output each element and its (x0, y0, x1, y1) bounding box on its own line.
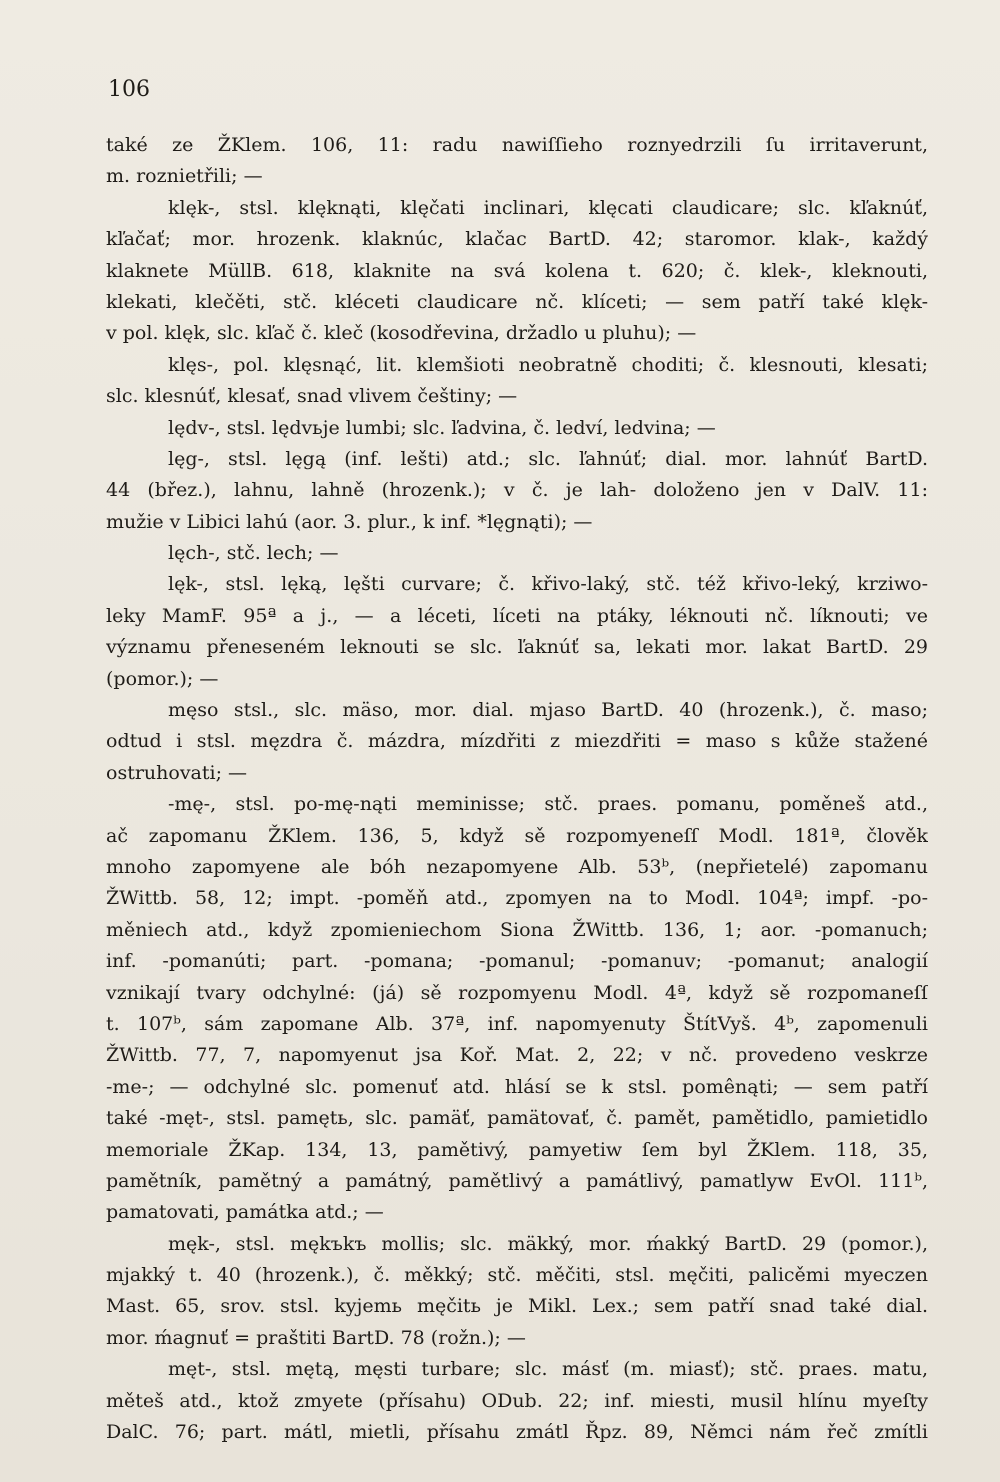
text-line: pamětník, pamětný a památný, pamětlivý a památlivý, pamatlyw EvOl. 111ᵇ, (106, 1169, 928, 1192)
text-line: mnoho zapomyene ale bóh nezapomyene Alb. 53ᵇ, (nepřietelé) zapomanu (106, 855, 928, 878)
text-line: vznikají tvary odchylné: (já) sě rozpomyenu Modl. 4ª, když sě rozpomaneſſ (106, 981, 928, 1004)
text-line: inf. -pomanúti; part. -pomana; -pomanul; -pomanuv; -pomanut; analogií (106, 950, 928, 973)
body-text (106, 130, 928, 1448)
text-line: kľačať; mor. hrozenk. klaknúc, klačac BartD. 42; staromor. klak-, každý (106, 228, 928, 251)
text-line: pamatovati, památka atd.; — (106, 1201, 384, 1224)
text-line: memoriale ŽKap. 134, 13, pamětivý, pamyetiw ſem byl ŽKlem. 118, 35, (106, 1138, 928, 1161)
text-line: také -męt-, stsl. pamętь, slc. pamäť, pamätovať, č. pamět, pamětidlo, pamietidlo (106, 1107, 928, 1130)
text-line: 44 (břez.), lahnu, lahně (hrozenk.); v č. je lah- doloženo jen v DalV. 11: (106, 479, 928, 502)
page-number: 106 (108, 77, 150, 102)
text-line: klekati, klečěti, stč. kléceti claudicare nč. klíceti; — sem patří také klęk- (106, 290, 928, 313)
text-line: klaknete MüllB. 618, klaknite na svá kolena t. 620; č. klek-, kleknouti, (106, 259, 928, 282)
text-line: slc. klesnúť, klesať, snad vlivem češtiny; — (106, 385, 518, 408)
text-line: lędv-, stsl. lędvьje lumbi; slc. ľadvina, č. ledví, ledvina; — (168, 416, 716, 439)
text-line: lęg-, stsl. lęgą (inf. lešti) atd.; slc. ľahnúť; dial. mor. lahnúť BartD. (168, 447, 928, 470)
text-line: klęk-, stsl. klęknąti, klęčati inclinari, klęcati claudicare; slc. kľaknúť, (168, 196, 928, 219)
text-line: ŽWittb. 77, 7, napomyenut jsa Koř. Mat. 2, 22; v nč. provedeno veskrze (106, 1044, 928, 1067)
text-line: męso stsl., slc. mäso, mor. dial. mjaso BartD. 40 (hrozenk.), č. maso; (168, 699, 928, 722)
text-line: měniech atd., když zpomieniechom Siona ŽWittb. 136, 1; aor. -pomanuch; (106, 918, 928, 941)
text-line: leky MamF. 95ª a j., — a léceti, líceti na ptáky, léknouti nč. líknouti; ve (106, 604, 928, 627)
text-line: (pomor.); — (106, 667, 219, 690)
text-line: t. 107ᵇ, sám zapomane Alb. 37ª, inf. napomyenuty ŠtítVyš. 4ᵇ, zapomenuli (106, 1012, 928, 1035)
text-line: mužie v Libici lahú (aor. 3. plur., k inf. *lęgnąti); — (106, 510, 593, 533)
text-line: lęk-, stsl. lęką, lęšti curvare; č. křivo-laký, stč. též křivo-leký, krziwo- (168, 573, 928, 596)
text-line: ostruhovati; — (106, 761, 248, 784)
text-line: klęs-, pol. klęsnąć, lit. klemšioti neobratně choditi; č. klesnouti, klesati; (168, 353, 928, 376)
text-line: lęch-, stč. lech; — (168, 542, 339, 565)
text-line: také ze ŽKlem. 106, 11: radu nawiſſieho roznyedrzili ſu irritaverunt, (106, 134, 928, 156)
text-line: Mast. 65, srov. stsl. kyjemь męčitь je Mikl. Lex.; sem patří snad také dial. (106, 1295, 928, 1318)
text-line: męt-, stsl. mętą, męsti turbare; slc. másť (m. miasť); stč. praes. matu, (168, 1358, 928, 1381)
text-line: DalC. 76; part. mátl, mietli, přísahu zmátl Řpz. 89, Němci nám řeč zmítli (106, 1421, 928, 1444)
text-line: v pol. klęk, slc. kľač č. kleč (kosodřevina, držadlo u pluhu); — (106, 322, 697, 345)
text-line: -me-; — odchylné slc. pomenuť atd. hlásí se k stsl. pomênąti; — sem patří (106, 1075, 928, 1098)
text-line: odtud i stsl. męzdra č. mázdra, mízdřiti z miezdřiti = maso s kůže stažené (106, 730, 928, 753)
text-line: ač zapomanu ŽKlem. 136, 5, když sě rozpomyeneſſ Modl. 181ª, člověk (106, 824, 928, 847)
text-line: mor. ḿagnuť = praštiti BartD. 78 (rožn.); — (106, 1326, 526, 1349)
text-line: m. roznietřili; — (106, 165, 263, 188)
text-line: významu přeneseném leknouti se slc. ľaknúť sa, lekati mor. lakat BartD. 29 (106, 636, 928, 659)
text-line: mjakký t. 40 (hrozenk.), č. měkký; stč. měčiti, stsl. męčiti, palicěmi myeczen (106, 1264, 928, 1287)
text-line: ŽWittb. 58, 12; impt. -poměň atd., zpomyen na to Modl. 104ª; impf. -po- (106, 887, 928, 910)
text-line: -mę-, stsl. po-mę-nąti meminisse; stč. praes. pomanu, poměneš atd., (168, 793, 928, 816)
text-line: měteš atd., ktož zmyete (přísahu) ODub. 22; inf. miesti, musil hlínu myeſty (106, 1389, 928, 1412)
text-line: męk-, stsl. mękъkъ mollis; slc. mäkký, mor. ḿakký BartD. 29 (pomor.), (168, 1232, 928, 1255)
